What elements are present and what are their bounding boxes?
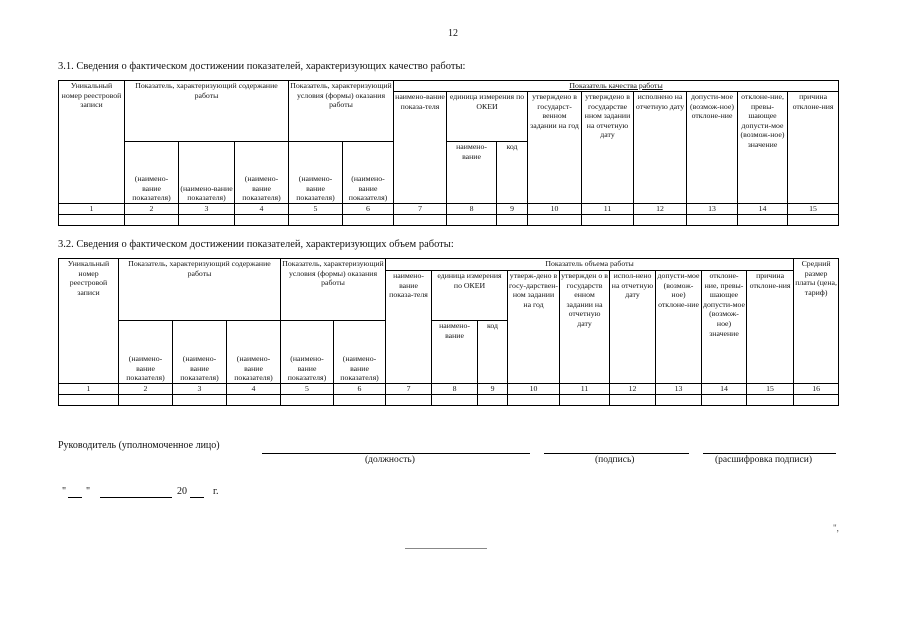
column-number: 12 [634,204,687,215]
position-line[interactable] [262,453,530,454]
unit-code-header: код [478,321,508,384]
allowed-header: допусти-мое (возмож-ное) отклоне-ние [656,271,702,384]
indicator-name-cell: (наимено-вание показателя) [173,321,227,384]
column-number: 12 [610,384,656,395]
data-cell [738,215,788,226]
volume-header: Показатель объема работы [386,259,794,271]
decoding-label: (расшифровка подписи) [715,455,812,465]
column-number: 15 [747,384,794,395]
data-cell [794,395,839,406]
data-cell [656,395,702,406]
data-cell [582,215,634,226]
data-cell [610,395,656,406]
data-cell [432,395,478,406]
unit-code-header: код [497,142,528,204]
data-cell [560,395,610,406]
data-cell [478,395,508,406]
column-number: 3 [179,204,235,215]
section-2-title: 3.2. Сведения о фактическом достижении показателей, характеризующих объем работы: [58,239,454,250]
column-number: 4 [227,384,281,395]
data-cell [687,215,738,226]
column-number: 11 [582,204,634,215]
reason-header: причина отклоне-ния [788,92,839,204]
column-number: 8 [432,384,478,395]
data-cell [179,215,235,226]
data-cell [528,215,582,226]
column-number: 2 [119,384,173,395]
content-header: Показатель, характеризующий содержание работы [119,259,281,321]
date-year-prefix: 20 [177,486,187,497]
allowed-header: допусти-мое (возмож-ное) отклоне-ние [687,92,738,204]
approved-task-header: утверждено в государст-венном задании на год [528,92,582,204]
date-day-line[interactable] [68,497,82,498]
date-quote-open: " [62,486,67,497]
data-cell [747,395,794,406]
date-month-line[interactable] [100,497,172,498]
data-cell [386,395,432,406]
reason-header: причина отклоне-ния [747,271,794,384]
indicator-name-cell: (наимено-вание показателя) [125,142,179,204]
column-number: 11 [560,384,610,395]
date-year-line[interactable] [190,497,204,498]
indicator-name-cell: (наимено-вание показателя) [281,321,334,384]
data-cell [173,395,227,406]
quality-table [58,80,839,226]
data-cell [227,395,281,406]
data-cell [394,215,447,226]
data-cell [59,215,125,226]
data-cell [508,395,560,406]
indicator-name-cell: (наимено-вание показателя) [334,321,386,384]
stray-mark: ", [833,523,839,533]
indicator-name-cell: (наимено-вание показателя) [235,142,289,204]
indicator-name-cell: (наимено-вание показателя) [227,321,281,384]
data-cell [334,395,386,406]
column-number: 7 [394,204,447,215]
quality-header: Показатель качества работы [394,81,839,92]
unit-name-header: наимено-вание [447,142,497,204]
indicator-name-cell: (наимено-вание показателя) [119,321,173,384]
position-label: (должность) [365,455,415,465]
column-number: 13 [687,204,738,215]
data-cell [497,215,528,226]
volume-table [58,258,839,406]
data-cell [125,215,179,226]
approved-period-header: утверждено в государстве нном задании на отчетную дату [582,92,634,204]
column-number: 2 [125,204,179,215]
approved-period-header: утвержден о в государств енном задании на отчетную дату [560,271,610,384]
decoding-line[interactable] [703,453,836,454]
section-1-title: 3.1. Сведения о фактическом достижении показателей, характеризующих качество работы: [58,61,466,72]
page-number: 12 [448,28,458,39]
registry-header: Уникальный номер реестровой записи [59,81,125,204]
data-cell [235,215,289,226]
unit-header: единица измерения по ОКЕИ [447,92,528,142]
column-number: 5 [281,384,334,395]
column-number: 7 [386,384,432,395]
column-number: 5 [289,204,343,215]
exceeding-header: отклоне-ние, превы-шающее допусти-мое (возмож-ное) значение [702,271,747,384]
executed-header: испол-нено на отчетную дату [610,271,656,384]
column-number: 4 [235,204,289,215]
avg-price-header: Средний размер платы (цена, тариф) [794,259,839,384]
data-cell [447,215,497,226]
bottom-rule [405,548,487,549]
data-cell [634,215,687,226]
column-number: 10 [528,204,582,215]
column-number: 9 [497,204,528,215]
indicator-name-cell: (наимено-вание показателя) [343,142,394,204]
column-number: 16 [794,384,839,395]
column-number: 8 [447,204,497,215]
data-cell [119,395,173,406]
unit-name-header: наимено-вание [432,321,478,384]
conditions-header: Показатель, характеризующий условия (формы) оказания работы [281,259,386,321]
name-header: наимено-вание показа-теля [394,92,447,204]
signature-line[interactable] [544,453,689,454]
data-cell [788,215,839,226]
data-cell [343,215,394,226]
column-number: 1 [59,204,125,215]
column-number: 3 [173,384,227,395]
content-header: Показатель, характеризующий содержание работы [125,81,289,142]
column-number: 15 [788,204,839,215]
indicator-name-cell: (наимено-вание показателя) [179,142,235,204]
executed-header: исполнено на отчетную дату [634,92,687,204]
column-number: 14 [738,204,788,215]
column-number: 10 [508,384,560,395]
exceeding-header: отклоне-ние, превы-шающее допусти-мое (возмож-ное) значение [738,92,788,204]
column-number: 14 [702,384,747,395]
column-number: 13 [656,384,702,395]
data-cell [289,215,343,226]
column-number: 9 [478,384,508,395]
column-number: 6 [343,204,394,215]
approved-task-header: утверж-дено в госу-дарствен-ном задании на год [508,271,560,384]
registry-header: Уникальный номер реестровой записи [59,259,119,384]
data-cell [281,395,334,406]
data-cell [702,395,747,406]
column-number: 1 [59,384,119,395]
head-label: Руководитель (уполномоченное лицо) [58,440,220,451]
name-header: наимено-вание показа-теля [386,271,432,384]
date-quote-close: " [86,486,91,497]
signature-label: (подпись) [595,455,635,465]
unit-header: единица измерения по ОКЕИ [432,271,508,321]
conditions-header: Показатель, характеризующий условия (формы) оказания работы [289,81,394,142]
data-cell [59,395,119,406]
indicator-name-cell: (наимено-вание показателя) [289,142,343,204]
date-year-suffix: г. [213,486,219,497]
column-number: 6 [334,384,386,395]
